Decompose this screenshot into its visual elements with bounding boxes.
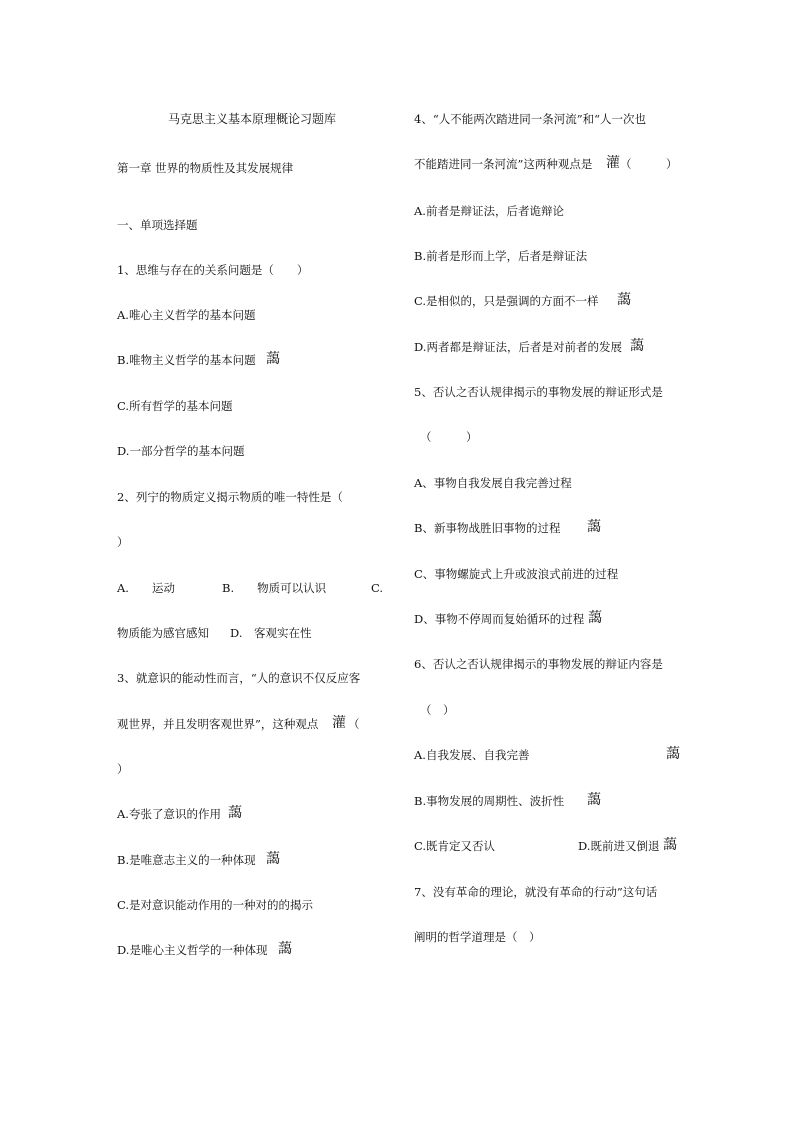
glyph-mark: 藹 (266, 851, 280, 867)
glyph-mark: 藹 (266, 351, 280, 367)
question-5-option-d: D、事物不停周而复始循环的过程 (414, 612, 585, 626)
question-2-option-d: D. 客观实在性 (230, 626, 312, 640)
question-2-option-a: A. 运动 (117, 581, 175, 595)
question-2: 2、列宁的物质定义揭示物质的唯一特性是（ (117, 490, 343, 504)
question-1-option-c: C.所有哲学的基本问题 (117, 399, 233, 413)
question-3-option-b: B.是唯意志主义的一种体现 (117, 853, 256, 867)
question-1-option-d: D.一部分哲学的基本问题 (117, 444, 245, 458)
question-2-option-c-text: 物质能为感官感知 (117, 626, 209, 640)
question-5-option-c: C、事物螺旋式上升或波浪式前进的过程 (414, 567, 619, 581)
glyph-mark: 藹 (587, 519, 601, 535)
question-3-option-c: C.是对意识能动作用的一种对的的揭示 (117, 898, 314, 912)
chapter-heading: 第一章 世界的物质性及其发展规律 (117, 161, 294, 175)
question-4-paren: （ ） (620, 157, 678, 171)
question-3-option-a: A.夸张了意识的作用 (117, 807, 221, 821)
question-6-continued: （ ） (420, 703, 455, 717)
question-3: 3、就意识的能动性而言，“人的意识不仅反应客 (117, 671, 361, 685)
glyph-mark: 灌 (332, 715, 346, 731)
glyph-mark: 藹 (617, 292, 631, 308)
glyph-mark: 藹 (588, 610, 602, 626)
question-6-option-b: B.事物发展的周期性、波折性 (414, 794, 565, 808)
question-5: 5、否认之否认规律揭示的事物发展的辩证形式是 (414, 385, 663, 399)
question-4-option-c: C.是相似的，只是强调的方面不一样 (414, 294, 599, 308)
question-6: 6、否认之否认规律揭示的事物发展的辩证内容是 (414, 657, 663, 671)
question-6-option-a: A.自我发展、自我完善 (414, 748, 530, 762)
question-3-line-2: 观世界，并且发明客观世界”，这种观点 (117, 717, 319, 731)
question-4-option-d: D.两者都是辩证法，后者是对前者的发展 (414, 340, 622, 354)
glyph-mark: 藹 (228, 805, 242, 821)
question-7: 7、没有革命的理论，就没有革命的行动”这句话 (414, 885, 658, 899)
question-5-option-b: B、新事物战胜旧事物的过程 (414, 521, 561, 535)
question-6-option-d: D.既前进又倒退 (578, 839, 660, 853)
glyph-mark: 藹 (663, 837, 677, 853)
question-3-paren: （ (348, 717, 360, 731)
question-1-option-b: B.唯物主义哲学的基本问题 (117, 353, 256, 367)
glyph-mark: 藹 (630, 338, 644, 354)
question-1: 1、思维与存在的关系问题是（ ） (117, 263, 309, 277)
question-3-continued: ） (117, 762, 129, 776)
question-1-option-a: A.唯心主义哲学的基本问题 (117, 308, 256, 322)
question-6-option-c: C.既肯定又否认 (414, 839, 496, 853)
glyph-mark: 灌 (606, 155, 620, 171)
glyph-mark: 藹 (278, 941, 292, 957)
glyph-mark: 藹 (666, 746, 680, 762)
question-2-continued: ） (117, 535, 129, 549)
question-5-option-a: A、事物自我发展自我完善过程 (414, 476, 572, 490)
question-4-option-b: B.前者是形而上学，后者是辩证法 (414, 249, 588, 263)
question-7-line-2: 阐明的哲学道理是（ ） (414, 930, 541, 944)
section-heading: 一、单项选择题 (117, 218, 198, 232)
question-3-option-d: D.是唯心主义哲学的一种体现 (117, 943, 268, 957)
question-4-option-a: A.前者是辩证法，后者诡辩论 (414, 204, 564, 218)
document-title: 马克思主义基本原理概论习题库 (168, 112, 337, 126)
question-2-option-b: B. 物质可以认识 (222, 581, 327, 595)
glyph-mark: 藹 (587, 792, 601, 808)
question-5-continued: （ ） (420, 430, 478, 444)
question-4-line-2: 不能踏进同一条河流”这两种观点是 (414, 157, 593, 171)
question-2-option-c-label: C. (371, 581, 384, 595)
question-4: 4、“人不能两次踏进同一条河流”和“人一次也 (414, 112, 646, 126)
